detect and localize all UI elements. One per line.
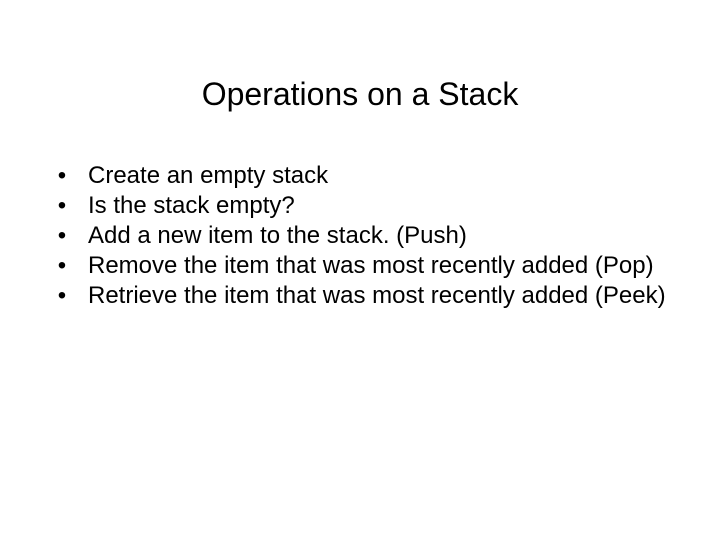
bullet-item-create-stack [54,161,674,191]
bullet-text: Is the stack empty? [88,192,295,219]
bullet-item-pop [54,251,674,281]
bullet-marker: • [57,282,67,309]
bullet-marker: • [57,252,67,279]
bullet-list [54,161,674,311]
bullet-text: Create an empty stack [88,162,329,189]
bullet-text: Remove the item that was most recently added (Pop) [88,252,654,279]
bullet-marker: • [57,222,67,249]
bullet-item-peek [54,281,674,311]
bullet-text: Add a new item to the stack. (Push) [88,222,467,249]
slide-title: Operations on a Stack [201,76,519,112]
bullet-item-is-empty [54,191,674,221]
bullet-item-push [54,221,674,251]
bullet-marker: • [57,162,67,189]
bullet-text: Retrieve the item that was most recently added (Peek) [88,282,666,309]
bullet-marker: • [57,192,67,219]
